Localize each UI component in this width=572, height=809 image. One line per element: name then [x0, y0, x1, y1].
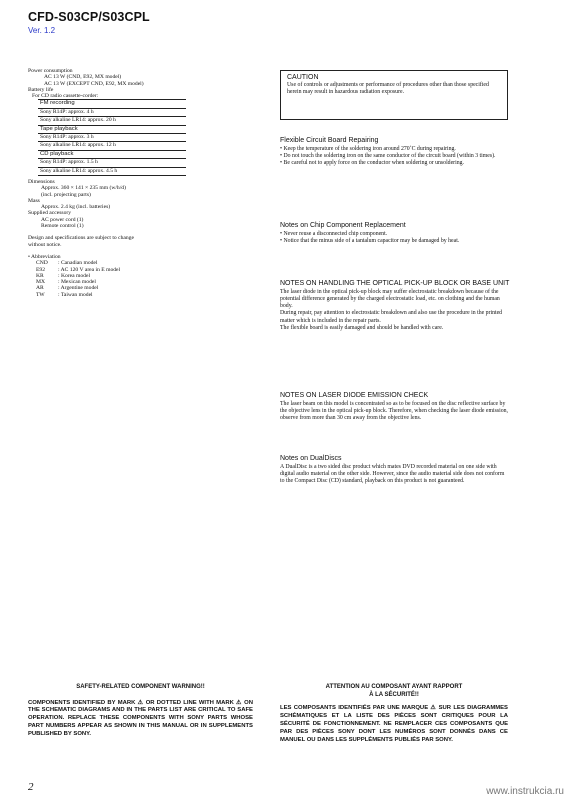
- bullet-item: • Notice that the minus side of a tantalum capacitor may be damaged by heat.: [280, 238, 460, 245]
- abbreviation-desc: : Taiwan model: [58, 291, 93, 298]
- battery-life-row: Sony alkaline LR14: approx. 20 h: [38, 116, 186, 124]
- caution-title: CAUTION: [287, 74, 319, 81]
- battery-life-row: Sony alkaline LR14: approx. 12 h: [38, 141, 186, 149]
- power-line: AC 13 W (EXCEPT CND, E92, MX model): [44, 80, 144, 87]
- warning-title: ATTENTION AU COMPOSANT AYANT RAPPORT: [325, 684, 463, 690]
- chip-component-section: [280, 222, 510, 245]
- dimensions-line: Approx. 360 × 141 × 235 mm (w/h/d): [41, 185, 126, 192]
- power-line: AC 13 W (CND, E92, MX model): [44, 74, 122, 81]
- caution-body: Use of controls or adjustments or performance of procedures other than those specified herein may result in hazardous radiation exposure.: [287, 82, 489, 96]
- accessory-label: Supplied accessory: [28, 210, 72, 217]
- page-number: 2: [28, 781, 34, 793]
- battery-life-row: Sony R14P: approx. 3 h: [38, 133, 186, 141]
- paragraph: A DualDisc is a two sided disc product which mates DVD recorded material on one side with digital audio material on the other side. However, since the audio material side does not conform to the Compact Disc (CD) standard, playback on this product is not guaranteed.: [280, 464, 505, 485]
- warning-title: SAFETY-RELATED COMPONENT WARNING!!: [76, 684, 205, 690]
- abbreviation-desc: : Mexican model: [58, 279, 96, 286]
- battery-mode-header: Tape playback: [38, 125, 186, 133]
- dualdisc-section: [280, 455, 510, 485]
- battery-life-table: [38, 99, 186, 176]
- abbreviation-code: TW: [36, 291, 45, 298]
- version-label: Ver. 1.2: [28, 26, 56, 35]
- paragraph: The flexible board is easily damaged and should be handled with care.: [280, 324, 444, 331]
- abbreviation-desc: : Argentine model: [58, 285, 99, 292]
- section-title: NOTES ON LASER DIODE EMISSION CHECK: [280, 392, 429, 399]
- abbreviation-code: E92: [36, 266, 46, 273]
- battery-life-row: Sony R14P: approx. 1.5 h: [38, 158, 186, 166]
- bullet-item: • Never reuse a disconnected chip component.: [280, 231, 388, 238]
- watermark: www.instrukcia.ru: [486, 786, 564, 797]
- battery-mode-header: CD playback: [38, 150, 186, 158]
- flex-circuit-section: [280, 137, 510, 167]
- battery-life-row: Sony alkaline LR14: approx. 4.5 h: [38, 167, 186, 176]
- warning-body: COMPONENTS IDENTIFIED BY MARK ⚠ OR DOTTED LINE WITH MARK ⚠ ON THE SCHEMATIC DIAGRAMS AND IN THE PARTS LIST ARE CRITICAL TO SAFE OPERATION. REPLACE THESE COMPONENTS WITH SONY PARTS WHOSE PART NUMBERS APPEAR AS SHOWN IN THIS MANUAL OR IN SUPPLEMENTS PUBLISHED BY SONY.: [28, 699, 253, 738]
- warning-body: LES COMPOSANTS IDENTIFIÉS PAR UNE MARQUE ⚠ SUR LES DIAGRAMMES SCHÉMATIQUES ET LA LISTE DES PIÈCES SONT CRITIQUES POUR LA SÉCURITÉ DE FONCTIONNEMENT. NE REMPLACER CES COMPOSANTS QUE PAR DES PIÈCES SONY DONT LES NUMÉROS SONT DONNÉS DANS CE MANUEL OU DANS LES SUPPLÉMENTS PUBLIÉS PAR SONY.: [280, 705, 508, 743]
- power-label: Power consumption: [28, 68, 73, 74]
- abbreviation-code: CND: [36, 260, 48, 267]
- section-title: Flexible Circuit Board Repairing: [280, 137, 379, 144]
- warning-title: À LA SÉCURITÉ!!: [369, 691, 419, 698]
- safety-warning-en: [28, 684, 253, 739]
- paragraph: The laser diode in the optical pick-up block may suffer electrostatic breakdown because of the potential difference generated by the charged electrostatic load, etc. on clothing and the human body.: [280, 289, 500, 310]
- abbreviation-code: KR: [36, 272, 44, 279]
- bullet-item: • Do not touch the soldering iron on the same conductor of the circuit board (within 3 times).: [280, 153, 496, 160]
- dimensions-label: Dimensions: [28, 179, 55, 185]
- bullet-item: • Keep the temperature of the soldering iron around 270˚C during repairing.: [280, 146, 456, 153]
- mass-value: Approx. 2.4 kg (incl. batteries): [41, 204, 111, 211]
- abbreviation-desc: : Korea model: [58, 272, 90, 279]
- abbreviation-list: [28, 260, 253, 298]
- laser-emission-section: [280, 392, 510, 422]
- safety-warning-fr: [280, 684, 508, 745]
- design-note: without notice.: [28, 241, 62, 248]
- battery-life-row: Sony R14P: approx. 4 h: [38, 108, 186, 116]
- paragraph: The laser beam on this model is concentrated so as to be focused on the disc reflective surface by the objective lens in the optical pick-up block. Therefore, when checking the laser diode emission, observe from more than 30 cm away from the objective lens.: [280, 401, 508, 422]
- section-title: NOTES ON HANDLING THE OPTICAL PICK-UP BLOCK OR BASE UNIT: [280, 280, 510, 287]
- accessory-line: Remote control (1): [41, 223, 84, 230]
- abbreviation-label: • Abbreviation: [28, 253, 61, 260]
- battery-sub: For CD radio cassette-corder:: [32, 93, 99, 100]
- mass-label: Mass: [28, 197, 40, 204]
- optical-pickup-section: [280, 280, 510, 332]
- specifications: [28, 68, 253, 298]
- abbreviation-code: MX: [36, 279, 46, 286]
- model-title: CFD-S03CP/S03CPL: [28, 10, 150, 24]
- section-title: Notes on DualDiscs: [280, 455, 342, 462]
- bullet-item: • Be careful not to apply force on the conductor when soldering or unsoldering.: [280, 160, 464, 167]
- caution-box: [280, 70, 508, 120]
- section-title: Notes on Chip Component Replacement: [280, 222, 406, 229]
- abbreviation-code: AR: [36, 285, 44, 292]
- dimensions-line: (incl. projecting parts): [41, 191, 91, 198]
- abbreviation-desc: : AC 120 V area in E model: [58, 266, 121, 273]
- paragraph: During repair, pay attention to electrostatic breakdown and also use the procedure in the printed matter which is included in the repair parts.: [280, 310, 503, 324]
- battery-label: Battery life: [28, 86, 54, 93]
- accessory-line: AC power cord (1): [41, 216, 84, 223]
- abbreviation-item: [28, 292, 253, 298]
- abbreviation-desc: : Canadian model: [58, 260, 98, 267]
- battery-mode-header: FM recording: [38, 99, 186, 107]
- design-note: Design and specifications are subject to change: [28, 235, 134, 242]
